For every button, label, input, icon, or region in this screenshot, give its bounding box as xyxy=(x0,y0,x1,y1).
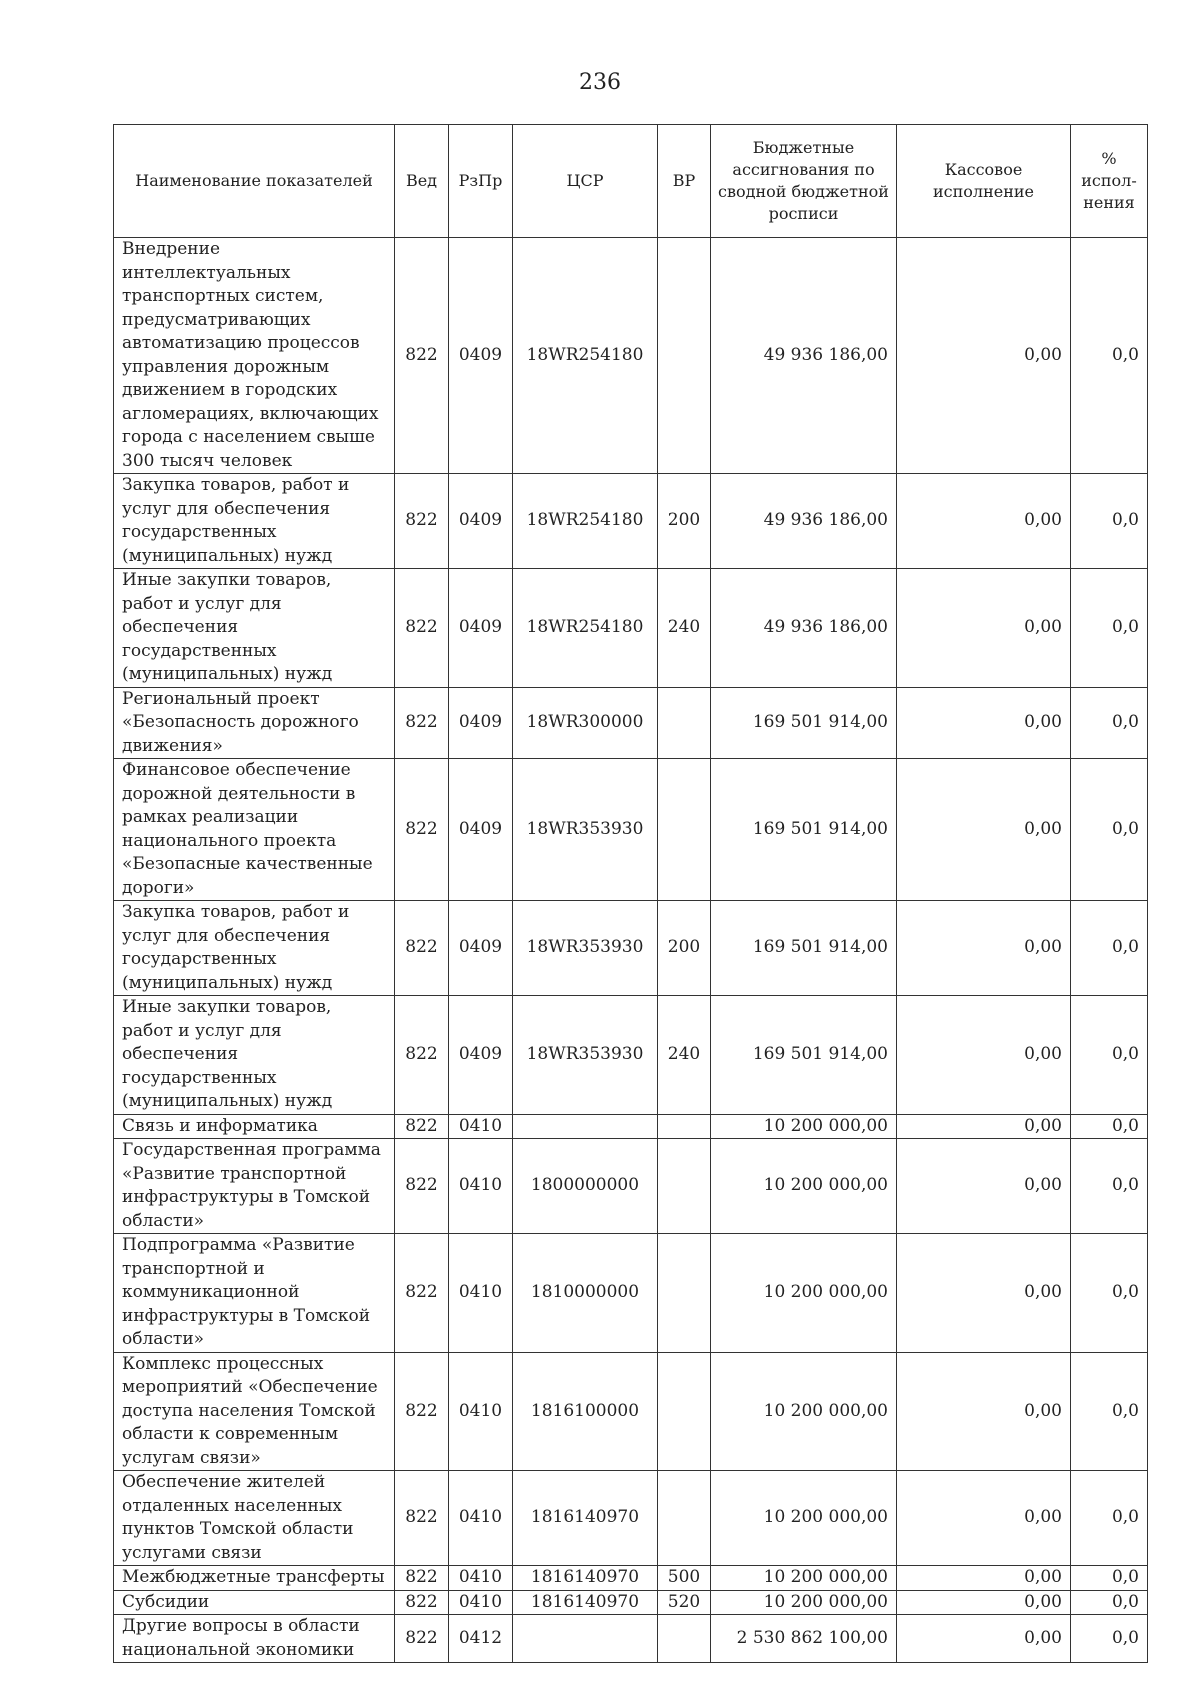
cell-name: Финансовое обеспечение дорожной деятельности в рамках реализации национального проекта «Безопасные качественные дороги» xyxy=(114,759,395,901)
cell-rzpr: 0409 xyxy=(449,901,513,996)
table-row xyxy=(114,1590,1148,1615)
cell-pct: 0,0 xyxy=(1071,1234,1148,1353)
cell-kass: 0,00 xyxy=(897,238,1071,474)
cell-csr: 18WR254180 xyxy=(513,474,658,569)
cell-ved: 822 xyxy=(395,1615,449,1663)
cell-budget: 10 200 000,00 xyxy=(711,1471,897,1566)
cell-csr: 18WR353930 xyxy=(513,901,658,996)
cell-pct: 0,0 xyxy=(1071,1615,1148,1663)
cell-pct: 0,0 xyxy=(1071,1566,1148,1591)
cell-kass: 0,00 xyxy=(897,569,1071,688)
cell-pct: 0,0 xyxy=(1071,1352,1148,1471)
cell-ved: 822 xyxy=(395,1471,449,1566)
cell-ved: 822 xyxy=(395,474,449,569)
cell-pct: 0,0 xyxy=(1071,1139,1148,1234)
cell-budget: 10 200 000,00 xyxy=(711,1352,897,1471)
cell-budget: 169 501 914,00 xyxy=(711,996,897,1115)
cell-vr xyxy=(658,1352,711,1471)
cell-csr: 1816100000 xyxy=(513,1352,658,1471)
cell-budget: 49 936 186,00 xyxy=(711,474,897,569)
cell-kass: 0,00 xyxy=(897,901,1071,996)
cell-name: Межбюджетные трансферты xyxy=(114,1566,395,1591)
cell-ved: 822 xyxy=(395,1566,449,1591)
header-name: Наименование показателей xyxy=(114,125,395,238)
table-row xyxy=(114,996,1148,1115)
cell-pct: 0,0 xyxy=(1071,1471,1148,1566)
cell-budget: 10 200 000,00 xyxy=(711,1234,897,1353)
cell-budget: 169 501 914,00 xyxy=(711,687,897,759)
cell-vr: 500 xyxy=(658,1566,711,1591)
cell-vr xyxy=(658,1234,711,1353)
header-vr: ВР xyxy=(658,125,711,238)
cell-vr xyxy=(658,1615,711,1663)
cell-rzpr: 0409 xyxy=(449,238,513,474)
cell-rzpr: 0410 xyxy=(449,1139,513,1234)
cell-rzpr: 0410 xyxy=(449,1114,513,1139)
cell-name: Внедрение интеллектуальных транспортных систем, предусматривающих автоматизацию процессов управления дорожным движением в городских агломерациях, включающих города с населением свыше 300 тысяч человек xyxy=(114,238,395,474)
cell-ved: 822 xyxy=(395,569,449,688)
cell-kass: 0,00 xyxy=(897,1615,1071,1663)
cell-vr: 200 xyxy=(658,901,711,996)
cell-ved: 822 xyxy=(395,901,449,996)
table-row xyxy=(114,1615,1148,1663)
cell-ved: 822 xyxy=(395,1139,449,1234)
cell-vr xyxy=(658,759,711,901)
cell-name: Иные закупки товаров, работ и услуг для обеспечения государственных (муниципальных) нужд xyxy=(114,996,395,1115)
cell-vr xyxy=(658,1114,711,1139)
cell-pct: 0,0 xyxy=(1071,1114,1148,1139)
cell-csr xyxy=(513,1114,658,1139)
cell-kass: 0,00 xyxy=(897,1234,1071,1353)
cell-vr xyxy=(658,687,711,759)
cell-budget: 169 501 914,00 xyxy=(711,759,897,901)
header-pct: % испол-нения xyxy=(1071,125,1148,238)
cell-ved: 822 xyxy=(395,1590,449,1615)
cell-name: Подпрограмма «Развитие транспортной и коммуникационной инфраструктуры в Томской области» xyxy=(114,1234,395,1353)
cell-budget: 10 200 000,00 xyxy=(711,1566,897,1591)
cell-rzpr: 0409 xyxy=(449,569,513,688)
cell-csr: 18WR353930 xyxy=(513,996,658,1115)
table-row xyxy=(114,1234,1148,1353)
cell-vr: 200 xyxy=(658,474,711,569)
cell-rzpr: 0410 xyxy=(449,1566,513,1591)
cell-kass: 0,00 xyxy=(897,1352,1071,1471)
cell-name: Закупка товаров, работ и услуг для обеспечения государственных (муниципальных) нужд xyxy=(114,901,395,996)
cell-vr: 240 xyxy=(658,996,711,1115)
cell-name: Региональный проект «Безопасность дорожного движения» xyxy=(114,687,395,759)
cell-kass: 0,00 xyxy=(897,687,1071,759)
table-row xyxy=(114,474,1148,569)
cell-csr: 18WR300000 xyxy=(513,687,658,759)
table-row xyxy=(114,238,1148,474)
table-row xyxy=(114,901,1148,996)
cell-name: Субсидии xyxy=(114,1590,395,1615)
cell-pct: 0,0 xyxy=(1071,1590,1148,1615)
cell-ved: 822 xyxy=(395,759,449,901)
cell-pct: 0,0 xyxy=(1071,901,1148,996)
cell-csr xyxy=(513,1615,658,1663)
cell-vr: 240 xyxy=(658,569,711,688)
cell-pct: 0,0 xyxy=(1071,996,1148,1115)
cell-budget: 10 200 000,00 xyxy=(711,1139,897,1234)
cell-kass: 0,00 xyxy=(897,1590,1071,1615)
cell-rzpr: 0412 xyxy=(449,1615,513,1663)
cell-kass: 0,00 xyxy=(897,474,1071,569)
cell-csr: 1800000000 xyxy=(513,1139,658,1234)
table-body xyxy=(114,238,1148,1663)
header-budget: Бюджетные ассигнования по сводной бюджетной росписи xyxy=(711,125,897,238)
cell-pct: 0,0 xyxy=(1071,759,1148,901)
table-row xyxy=(114,1114,1148,1139)
cell-rzpr: 0409 xyxy=(449,474,513,569)
table-row xyxy=(114,569,1148,688)
cell-ved: 822 xyxy=(395,238,449,474)
cell-rzpr: 0410 xyxy=(449,1352,513,1471)
cell-budget: 49 936 186,00 xyxy=(711,569,897,688)
cell-rzpr: 0409 xyxy=(449,687,513,759)
cell-rzpr: 0409 xyxy=(449,759,513,901)
table-row xyxy=(114,759,1148,901)
cell-csr: 18WR353930 xyxy=(513,759,658,901)
table-header-row xyxy=(114,125,1148,238)
header-csr: ЦСР xyxy=(513,125,658,238)
cell-ved: 822 xyxy=(395,1114,449,1139)
cell-ved: 822 xyxy=(395,1234,449,1353)
cell-ved: 822 xyxy=(395,996,449,1115)
cell-name: Иные закупки товаров, работ и услуг для обеспечения государственных (муниципальных) нужд xyxy=(114,569,395,688)
table-row xyxy=(114,1471,1148,1566)
page-number: 236 xyxy=(579,70,621,95)
cell-budget: 49 936 186,00 xyxy=(711,238,897,474)
cell-name: Обеспечение жителей отдаленных населенных пунктов Томской области услугами связи xyxy=(114,1471,395,1566)
table-row xyxy=(114,687,1148,759)
table-row xyxy=(114,1139,1148,1234)
table-row xyxy=(114,1566,1148,1591)
cell-kass: 0,00 xyxy=(897,1471,1071,1566)
cell-csr: 1816140970 xyxy=(513,1471,658,1566)
budget-table xyxy=(113,124,1148,1663)
cell-name: Закупка товаров, работ и услуг для обеспечения государственных (муниципальных) нужд xyxy=(114,474,395,569)
header-ved: Вед xyxy=(395,125,449,238)
header-kass: Кассовое исполнение xyxy=(897,125,1071,238)
cell-vr xyxy=(658,238,711,474)
cell-csr: 1816140970 xyxy=(513,1566,658,1591)
cell-vr xyxy=(658,1471,711,1566)
cell-csr: 1810000000 xyxy=(513,1234,658,1353)
cell-rzpr: 0410 xyxy=(449,1234,513,1353)
cell-kass: 0,00 xyxy=(897,1566,1071,1591)
header-rzpr: РзПр xyxy=(449,125,513,238)
cell-pct: 0,0 xyxy=(1071,569,1148,688)
cell-name: Связь и информатика xyxy=(114,1114,395,1139)
cell-budget: 169 501 914,00 xyxy=(711,901,897,996)
cell-budget: 10 200 000,00 xyxy=(711,1114,897,1139)
cell-pct: 0,0 xyxy=(1071,687,1148,759)
cell-pct: 0,0 xyxy=(1071,238,1148,474)
cell-kass: 0,00 xyxy=(897,1114,1071,1139)
cell-rzpr: 0409 xyxy=(449,996,513,1115)
cell-name: Комплекс процессных мероприятий «Обеспечение доступа населения Томской области к современным услугам связи» xyxy=(114,1352,395,1471)
cell-budget: 10 200 000,00 xyxy=(711,1590,897,1615)
cell-vr: 520 xyxy=(658,1590,711,1615)
cell-budget: 2 530 862 100,00 xyxy=(711,1615,897,1663)
cell-ved: 822 xyxy=(395,687,449,759)
cell-kass: 0,00 xyxy=(897,996,1071,1115)
cell-csr: 1816140970 xyxy=(513,1590,658,1615)
cell-csr: 18WR254180 xyxy=(513,569,658,688)
cell-csr: 18WR254180 xyxy=(513,238,658,474)
cell-vr xyxy=(658,1139,711,1234)
table-row xyxy=(114,1352,1148,1471)
cell-name: Другие вопросы в области национальной экономики xyxy=(114,1615,395,1663)
cell-kass: 0,00 xyxy=(897,1139,1071,1234)
cell-kass: 0,00 xyxy=(897,759,1071,901)
cell-name: Государственная программа «Развитие транспортной инфраструктуры в Томской области» xyxy=(114,1139,395,1234)
cell-pct: 0,0 xyxy=(1071,474,1148,569)
cell-rzpr: 0410 xyxy=(449,1471,513,1566)
cell-rzpr: 0410 xyxy=(449,1590,513,1615)
cell-ved: 822 xyxy=(395,1352,449,1471)
